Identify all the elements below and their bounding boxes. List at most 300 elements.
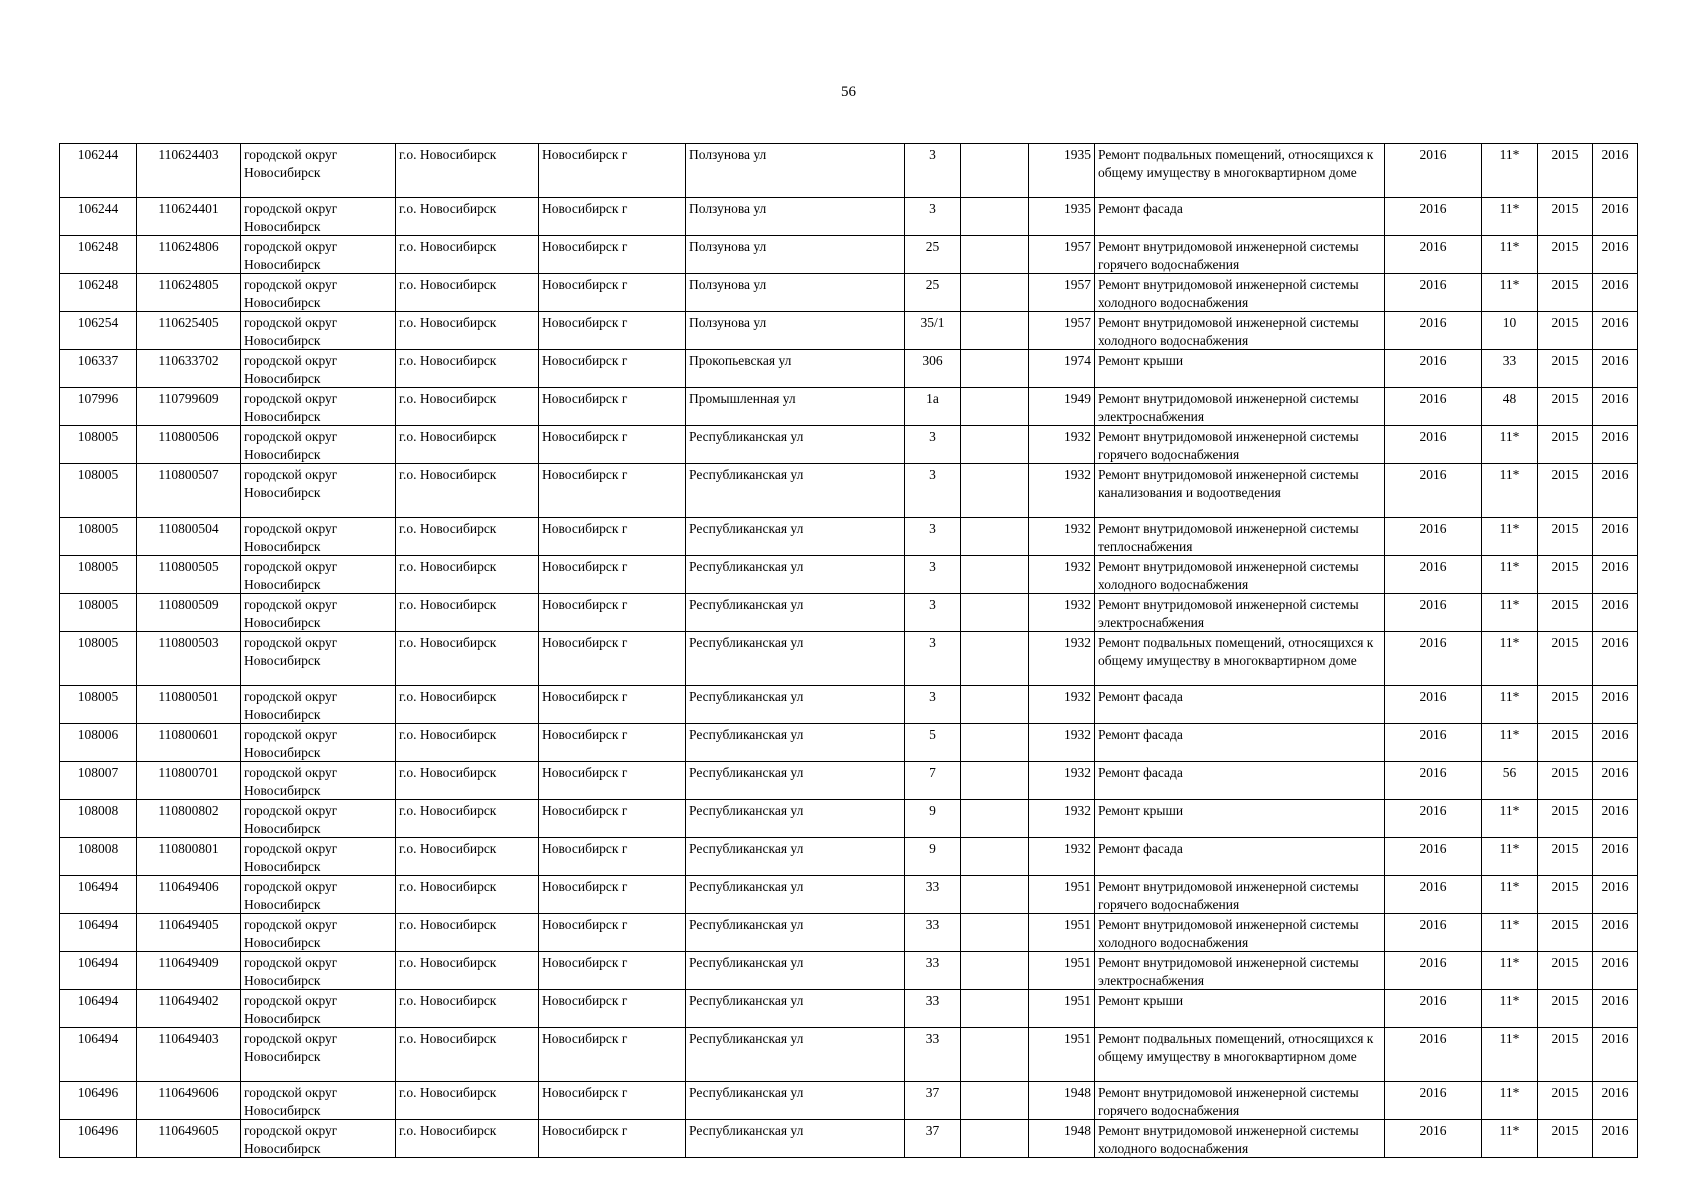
build-year-cell: 1951 [1029,952,1095,990]
start-year-cell: 2015 [1538,388,1593,426]
work-type-cell: Ремонт внутридомовой инженерной системы горячего водоснабжения [1095,426,1385,464]
building-cell [961,686,1029,724]
start-year-cell: 2015 [1538,426,1593,464]
work-type-cell: Ремонт внутридомовой инженерной системы холодного водоснабжения [1095,914,1385,952]
building-cell [961,594,1029,632]
street-cell: Республиканская ул [686,426,905,464]
street-cell: Ползунова ул [686,236,905,274]
building-cell [961,838,1029,876]
street-cell: Ползунова ул [686,198,905,236]
build-year-cell: 1932 [1029,632,1095,686]
cost-cell: 11* [1482,914,1538,952]
house-number-cell: 33 [905,1028,961,1082]
cost-cell: 11* [1482,800,1538,838]
settlement-cell: г.о. Новосибирск [396,1028,539,1082]
building-cell [961,274,1029,312]
build-year-cell: 1957 [1029,236,1095,274]
city-cell: Новосибирск г [539,990,686,1028]
settlement-cell: г.о. Новосибирск [396,274,539,312]
plan-year-cell: 2016 [1385,350,1482,388]
city-cell: Новосибирск г [539,388,686,426]
work-id-cell: 110800504 [137,518,241,556]
start-year-cell: 2015 [1538,686,1593,724]
build-year-cell: 1974 [1029,350,1095,388]
work-type-cell: Ремонт внутридомовой инженерной системы канализования и водоотведения [1095,464,1385,518]
street-cell: Республиканская ул [686,556,905,594]
end-year-cell: 2016 [1593,952,1638,990]
cost-cell: 11* [1482,952,1538,990]
cost-cell: 11* [1482,594,1538,632]
work-id-cell: 110800503 [137,632,241,686]
building-cell [961,724,1029,762]
table-row [60,144,1638,198]
settlement-cell: г.о. Новосибирск [396,556,539,594]
table-row [60,556,1638,594]
start-year-cell: 2015 [1538,144,1593,198]
house-number-cell: 3 [905,632,961,686]
plan-year-cell: 2016 [1385,762,1482,800]
start-year-cell: 2015 [1538,838,1593,876]
city-cell: Новосибирск г [539,724,686,762]
building-cell [961,312,1029,350]
table-row [60,236,1638,274]
house-number-cell: 3 [905,426,961,464]
build-year-cell: 1932 [1029,518,1095,556]
plan-year-cell: 2016 [1385,594,1482,632]
municipality-cell: городской округ Новосибирск [241,198,396,236]
house-number-cell: 9 [905,838,961,876]
city-cell: Новосибирск г [539,274,686,312]
municipality-cell: городской округ Новосибирск [241,312,396,350]
work-type-cell: Ремонт внутридомовой инженерной системы горячего водоснабжения [1095,876,1385,914]
start-year-cell: 2015 [1538,990,1593,1028]
municipality-cell: городской округ Новосибирск [241,876,396,914]
plan-year-cell: 2016 [1385,518,1482,556]
street-cell: Республиканская ул [686,464,905,518]
street-cell: Республиканская ул [686,876,905,914]
work-type-cell: Ремонт фасада [1095,838,1385,876]
house-id-cell: 108005 [60,518,137,556]
work-type-cell: Ремонт подвальных помещений, относящихся к общему имуществу в многоквартирном доме [1095,632,1385,686]
start-year-cell: 2015 [1538,1120,1593,1158]
table-row [60,952,1638,990]
end-year-cell: 2016 [1593,198,1638,236]
house-number-cell: 25 [905,274,961,312]
build-year-cell: 1932 [1029,800,1095,838]
end-year-cell: 2016 [1593,312,1638,350]
build-year-cell: 1932 [1029,686,1095,724]
municipality-cell: городской округ Новосибирск [241,556,396,594]
start-year-cell: 2015 [1538,198,1593,236]
house-number-cell: 3 [905,594,961,632]
street-cell: Прокопьевская ул [686,350,905,388]
plan-year-cell: 2016 [1385,144,1482,198]
end-year-cell: 2016 [1593,518,1638,556]
build-year-cell: 1932 [1029,594,1095,632]
end-year-cell: 2016 [1593,632,1638,686]
work-id-cell: 110800801 [137,838,241,876]
house-id-cell: 106248 [60,236,137,274]
house-number-cell: 5 [905,724,961,762]
start-year-cell: 2015 [1538,876,1593,914]
cost-cell: 11* [1482,144,1538,198]
settlement-cell: г.о. Новосибирск [396,236,539,274]
plan-year-cell: 2016 [1385,838,1482,876]
cost-cell: 11* [1482,198,1538,236]
house-id-cell: 108005 [60,426,137,464]
house-id-cell: 106244 [60,198,137,236]
cost-cell: 11* [1482,464,1538,518]
house-id-cell: 108005 [60,632,137,686]
municipality-cell: городской округ Новосибирск [241,388,396,426]
work-id-cell: 110649605 [137,1120,241,1158]
house-number-cell: 33 [905,876,961,914]
municipality-cell: городской округ Новосибирск [241,800,396,838]
municipality-cell: городской округ Новосибирск [241,724,396,762]
start-year-cell: 2015 [1538,312,1593,350]
start-year-cell: 2015 [1538,1028,1593,1082]
work-id-cell: 110800505 [137,556,241,594]
municipality-cell: городской округ Новосибирск [241,1082,396,1120]
settlement-cell: г.о. Новосибирск [396,990,539,1028]
building-cell [961,464,1029,518]
work-id-cell: 110800802 [137,800,241,838]
cost-cell: 11* [1482,518,1538,556]
work-type-cell: Ремонт внутридомовой инженерной системы электроснабжения [1095,952,1385,990]
settlement-cell: г.о. Новосибирск [396,518,539,556]
street-cell: Республиканская ул [686,686,905,724]
work-type-cell: Ремонт внутридомовой инженерной системы электроснабжения [1095,388,1385,426]
house-number-cell: 25 [905,236,961,274]
table-row [60,762,1638,800]
house-id-cell: 106494 [60,914,137,952]
table-row [60,518,1638,556]
settlement-cell: г.о. Новосибирск [396,838,539,876]
end-year-cell: 2016 [1593,724,1638,762]
house-id-cell: 107996 [60,388,137,426]
building-cell [961,144,1029,198]
settlement-cell: г.о. Новосибирск [396,724,539,762]
build-year-cell: 1951 [1029,876,1095,914]
plan-year-cell: 2016 [1385,1082,1482,1120]
table-row [60,1028,1638,1082]
city-cell: Новосибирск г [539,144,686,198]
house-number-cell: 3 [905,686,961,724]
building-cell [961,800,1029,838]
settlement-cell: г.о. Новосибирск [396,350,539,388]
municipality-cell: городской округ Новосибирск [241,1120,396,1158]
work-id-cell: 110633702 [137,350,241,388]
work-type-cell: Ремонт подвальных помещений, относящихся к общему имуществу в многоквартирном доме [1095,1028,1385,1082]
plan-year-cell: 2016 [1385,556,1482,594]
city-cell: Новосибирск г [539,1028,686,1082]
settlement-cell: г.о. Новосибирск [396,762,539,800]
house-number-cell: 3 [905,556,961,594]
street-cell: Промышленная ул [686,388,905,426]
work-type-cell: Ремонт внутридомовой инженерной системы холодного водоснабжения [1095,274,1385,312]
build-year-cell: 1932 [1029,762,1095,800]
end-year-cell: 2016 [1593,1082,1638,1120]
table-row [60,800,1638,838]
cost-cell: 11* [1482,990,1538,1028]
plan-year-cell: 2016 [1385,1120,1482,1158]
building-cell [961,632,1029,686]
municipality-cell: городской округ Новосибирск [241,350,396,388]
end-year-cell: 2016 [1593,990,1638,1028]
end-year-cell: 2016 [1593,236,1638,274]
house-id-cell: 106494 [60,990,137,1028]
cost-cell: 11* [1482,1028,1538,1082]
work-type-cell: Ремонт фасада [1095,724,1385,762]
city-cell: Новосибирск г [539,464,686,518]
house-number-cell: 1а [905,388,961,426]
settlement-cell: г.о. Новосибирск [396,594,539,632]
plan-year-cell: 2016 [1385,632,1482,686]
cost-cell: 11* [1482,876,1538,914]
work-type-cell: Ремонт фасада [1095,198,1385,236]
settlement-cell: г.о. Новосибирск [396,876,539,914]
repair-register-table [59,143,1638,1158]
register-body [60,144,1638,1158]
house-id-cell: 108005 [60,686,137,724]
work-id-cell: 110624401 [137,198,241,236]
end-year-cell: 2016 [1593,876,1638,914]
settlement-cell: г.о. Новосибирск [396,914,539,952]
city-cell: Новосибирск г [539,1082,686,1120]
house-number-cell: 3 [905,144,961,198]
settlement-cell: г.о. Новосибирск [396,426,539,464]
table-row [60,1082,1638,1120]
plan-year-cell: 2016 [1385,990,1482,1028]
plan-year-cell: 2016 [1385,426,1482,464]
end-year-cell: 2016 [1593,388,1638,426]
house-id-cell: 106496 [60,1082,137,1120]
house-id-cell: 106494 [60,876,137,914]
start-year-cell: 2015 [1538,350,1593,388]
work-type-cell: Ремонт крыши [1095,350,1385,388]
table-row [60,876,1638,914]
municipality-cell: городской округ Новосибирск [241,144,396,198]
street-cell: Республиканская ул [686,632,905,686]
cost-cell: 11* [1482,426,1538,464]
building-cell [961,518,1029,556]
house-number-cell: 37 [905,1120,961,1158]
plan-year-cell: 2016 [1385,236,1482,274]
street-cell: Ползунова ул [686,144,905,198]
house-id-cell: 108008 [60,800,137,838]
end-year-cell: 2016 [1593,838,1638,876]
cost-cell: 33 [1482,350,1538,388]
street-cell: Республиканская ул [686,762,905,800]
city-cell: Новосибирск г [539,236,686,274]
house-number-cell: 9 [905,800,961,838]
cost-cell: 11* [1482,274,1538,312]
work-id-cell: 110649606 [137,1082,241,1120]
settlement-cell: г.о. Новосибирск [396,632,539,686]
building-cell [961,914,1029,952]
street-cell: Республиканская ул [686,724,905,762]
street-cell: Республиканская ул [686,1028,905,1082]
house-id-cell: 108006 [60,724,137,762]
city-cell: Новосибирск г [539,762,686,800]
house-id-cell: 106494 [60,952,137,990]
building-cell [961,388,1029,426]
cost-cell: 11* [1482,236,1538,274]
work-type-cell: Ремонт крыши [1095,990,1385,1028]
city-cell: Новосибирск г [539,518,686,556]
cost-cell: 11* [1482,838,1538,876]
start-year-cell: 2015 [1538,556,1593,594]
municipality-cell: городской округ Новосибирск [241,594,396,632]
work-type-cell: Ремонт фасада [1095,686,1385,724]
settlement-cell: г.о. Новосибирск [396,144,539,198]
work-type-cell: Ремонт внутридомовой инженерной системы теплоснабжения [1095,518,1385,556]
municipality-cell: городской округ Новосибирск [241,914,396,952]
house-number-cell: 33 [905,914,961,952]
work-id-cell: 110649406 [137,876,241,914]
start-year-cell: 2015 [1538,632,1593,686]
building-cell [961,762,1029,800]
work-id-cell: 110649402 [137,990,241,1028]
building-cell [961,1120,1029,1158]
municipality-cell: городской округ Новосибирск [241,464,396,518]
work-id-cell: 110624403 [137,144,241,198]
municipality-cell: городской округ Новосибирск [241,518,396,556]
settlement-cell: г.о. Новосибирск [396,1082,539,1120]
work-id-cell: 110800501 [137,686,241,724]
plan-year-cell: 2016 [1385,388,1482,426]
table-row [60,724,1638,762]
work-id-cell: 110800701 [137,762,241,800]
plan-year-cell: 2016 [1385,274,1482,312]
end-year-cell: 2016 [1593,686,1638,724]
work-id-cell: 110800506 [137,426,241,464]
table-row [60,464,1638,518]
start-year-cell: 2015 [1538,236,1593,274]
municipality-cell: городской округ Новосибирск [241,838,396,876]
end-year-cell: 2016 [1593,274,1638,312]
work-type-cell: Ремонт внутридомовой инженерной системы холодного водоснабжения [1095,556,1385,594]
end-year-cell: 2016 [1593,350,1638,388]
house-number-cell: 33 [905,952,961,990]
start-year-cell: 2015 [1538,724,1593,762]
start-year-cell: 2015 [1538,594,1593,632]
work-id-cell: 110624805 [137,274,241,312]
end-year-cell: 2016 [1593,914,1638,952]
table-row [60,632,1638,686]
building-cell [961,1028,1029,1082]
work-id-cell: 110800509 [137,594,241,632]
building-cell [961,236,1029,274]
start-year-cell: 2015 [1538,800,1593,838]
municipality-cell: городской округ Новосибирск [241,274,396,312]
work-id-cell: 110649409 [137,952,241,990]
house-id-cell: 108005 [60,464,137,518]
work-id-cell: 110799609 [137,388,241,426]
municipality-cell: городской округ Новосибирск [241,236,396,274]
plan-year-cell: 2016 [1385,198,1482,236]
work-id-cell: 110625405 [137,312,241,350]
work-id-cell: 110649405 [137,914,241,952]
city-cell: Новосибирск г [539,350,686,388]
house-id-cell: 106248 [60,274,137,312]
street-cell: Республиканская ул [686,838,905,876]
table-row [60,686,1638,724]
settlement-cell: г.о. Новосибирск [396,800,539,838]
work-type-cell: Ремонт внутридомовой инженерной системы холодного водоснабжения [1095,1120,1385,1158]
build-year-cell: 1932 [1029,724,1095,762]
street-cell: Республиканская ул [686,990,905,1028]
cost-cell: 11* [1482,686,1538,724]
building-cell [961,426,1029,464]
cost-cell: 11* [1482,724,1538,762]
house-id-cell: 108005 [60,594,137,632]
city-cell: Новосибирск г [539,1120,686,1158]
street-cell: Республиканская ул [686,1082,905,1120]
cost-cell: 10 [1482,312,1538,350]
build-year-cell: 1957 [1029,274,1095,312]
building-cell [961,990,1029,1028]
work-type-cell: Ремонт фасада [1095,762,1385,800]
house-id-cell: 106244 [60,144,137,198]
house-number-cell: 3 [905,518,961,556]
cost-cell: 48 [1482,388,1538,426]
start-year-cell: 2015 [1538,518,1593,556]
house-number-cell: 7 [905,762,961,800]
street-cell: Ползунова ул [686,274,905,312]
house-id-cell: 106337 [60,350,137,388]
street-cell: Республиканская ул [686,1120,905,1158]
start-year-cell: 2015 [1538,274,1593,312]
page-number: 56 [841,84,856,100]
work-type-cell: Ремонт подвальных помещений, относящихся к общему имуществу в многоквартирном доме [1095,144,1385,198]
settlement-cell: г.о. Новосибирск [396,1120,539,1158]
table-row [60,388,1638,426]
build-year-cell: 1935 [1029,198,1095,236]
settlement-cell: г.о. Новосибирск [396,198,539,236]
cost-cell: 11* [1482,1082,1538,1120]
house-id-cell: 106494 [60,1028,137,1082]
settlement-cell: г.о. Новосибирск [396,388,539,426]
table-row [60,198,1638,236]
house-id-cell: 108008 [60,838,137,876]
settlement-cell: г.о. Новосибирск [396,686,539,724]
end-year-cell: 2016 [1593,1028,1638,1082]
cost-cell: 56 [1482,762,1538,800]
end-year-cell: 2016 [1593,464,1638,518]
table-row [60,1120,1638,1158]
plan-year-cell: 2016 [1385,876,1482,914]
cost-cell: 11* [1482,1120,1538,1158]
work-id-cell: 110800601 [137,724,241,762]
plan-year-cell: 2016 [1385,464,1482,518]
build-year-cell: 1932 [1029,556,1095,594]
municipality-cell: городской округ Новосибирск [241,952,396,990]
street-cell: Республиканская ул [686,594,905,632]
build-year-cell: 1949 [1029,388,1095,426]
street-cell: Республиканская ул [686,952,905,990]
build-year-cell: 1932 [1029,426,1095,464]
end-year-cell: 2016 [1593,762,1638,800]
start-year-cell: 2015 [1538,762,1593,800]
street-cell: Республиканская ул [686,518,905,556]
plan-year-cell: 2016 [1385,724,1482,762]
start-year-cell: 2015 [1538,952,1593,990]
end-year-cell: 2016 [1593,426,1638,464]
house-number-cell: 33 [905,990,961,1028]
work-type-cell: Ремонт внутридомовой инженерной системы электроснабжения [1095,594,1385,632]
work-id-cell: 110800507 [137,464,241,518]
